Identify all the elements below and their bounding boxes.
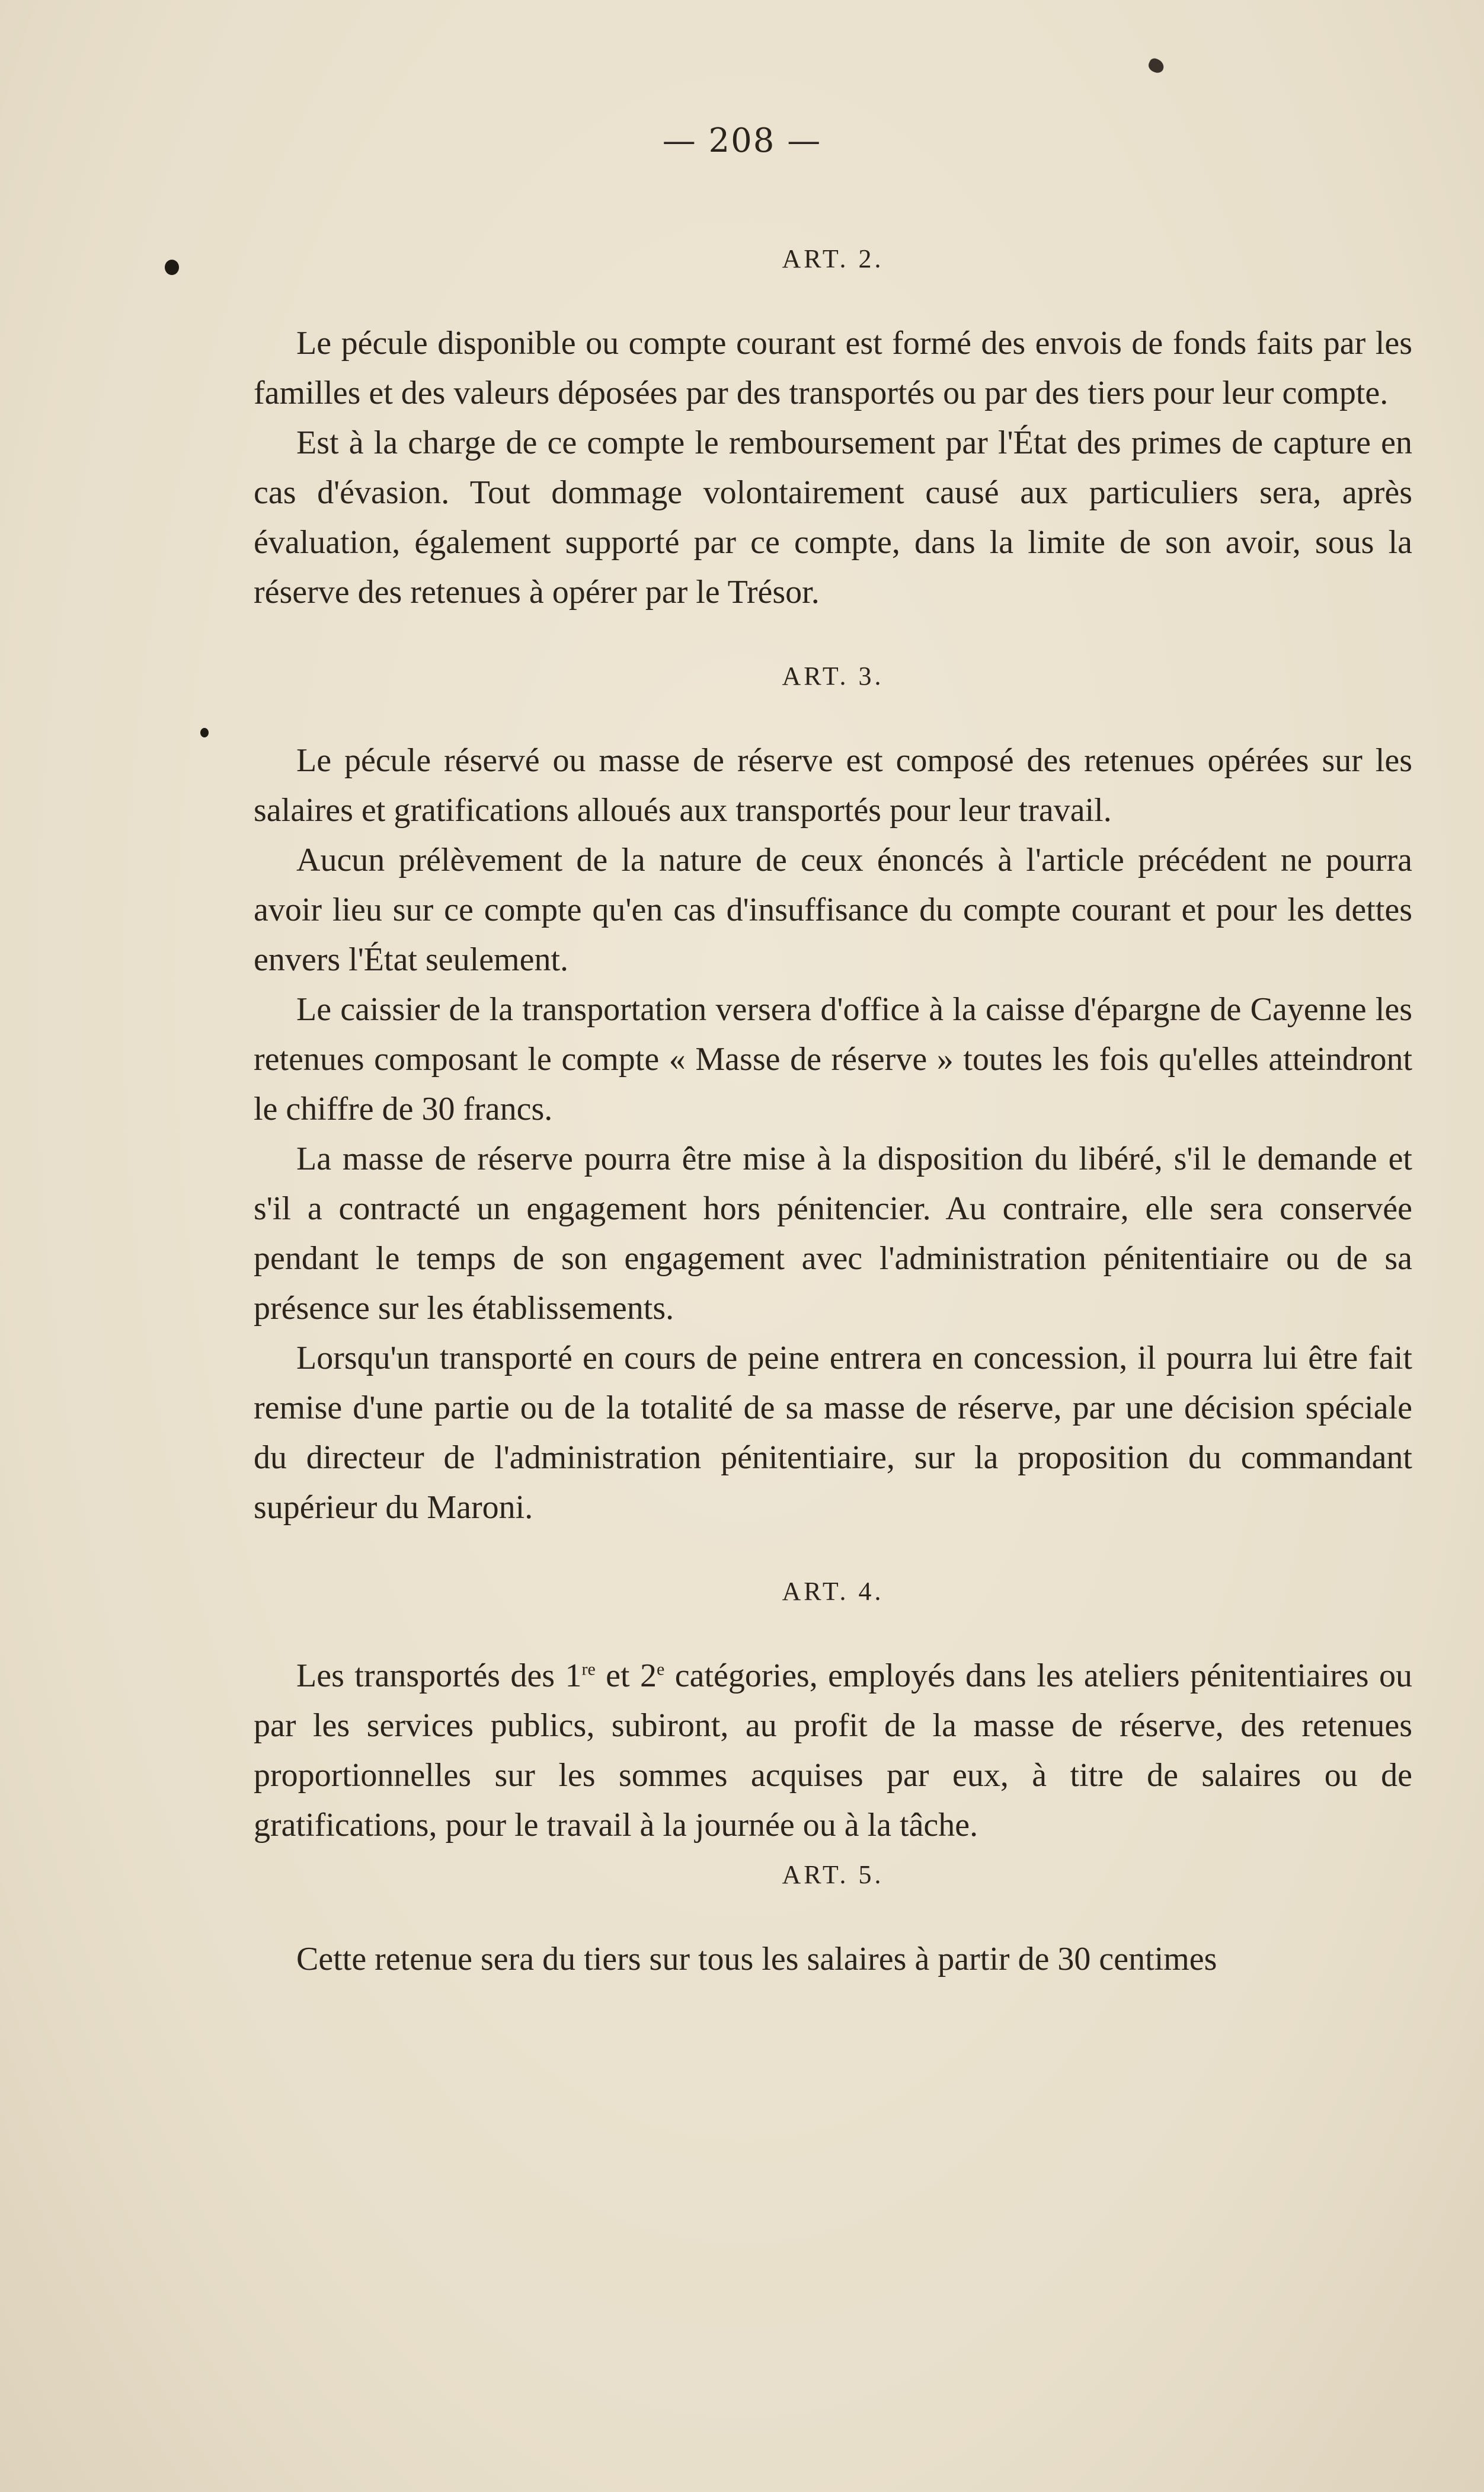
article-heading: ART. 3. (782, 662, 884, 691)
ink-speck (200, 728, 209, 737)
paragraph: Est à la charge de ce compte le remboursement par l'État des primes de capture en cas d'évasion. Tout dommage volontairement causé aux particuliers sera, après évaluation, également supporté par ce compte, dans la limite de son avoir, sous la réserve des retenues à opérer par le Trésor. (254, 424, 1412, 611)
paragraph: La masse de réserve pourra être mise à la disposition du libéré, s'il le demande et s'il a contracté un engagement hors pénitencier. Au contraire, elle sera conservée pendant le temps de son engagement avec l'administration pénitentiaire ou de sa présence sur les établissements. (254, 1140, 1412, 1327)
page-number: — 208 — (662, 122, 822, 160)
paragraph (254, 1651, 1412, 1850)
ordinal-suffix: e (657, 1659, 665, 1679)
text-run: Les transportés des 1 (296, 1657, 582, 1694)
paragraph: Lorsqu'un transporté en cours de peine entrera en concession, il pourra lui être fait remise d'une partie ou de la totalité de sa masse de réserve, par une décision spéciale du directeur de l'administration pénitentiaire, sur la proposition du commandant supérieur du Maroni. (254, 1340, 1412, 1526)
ink-mark (1147, 57, 1166, 75)
document-body (254, 234, 1412, 1984)
paragraph: Le pécule disponible ou compte courant est formé des envois de fonds faits par les familles et des valeurs déposées par des transportés ou par des tiers pour leur compte. (254, 325, 1412, 411)
paragraph: Le caissier de la transportation versera d'office à la caisse d'épargne de Cayenne les retenues composant le compte « Masse de réserve » toutes les fois qu'elles atteindront le chiffre de 30 francs. (254, 991, 1412, 1127)
text-run: catégories, employés dans les ateliers pénitentiaires ou par les services publics, subiront, au profit de la masse de réserve, des retenues proportionnelles sur les sommes acquises par eux, à titre de salaires ou de gratifications, pour le travail à la journée ou à la tâche. (254, 1657, 1412, 1844)
text-run: et 2 (595, 1657, 657, 1694)
article-heading: ART. 4. (782, 1577, 884, 1606)
ink-speck (165, 260, 179, 275)
article-heading: ART. 5. (782, 1860, 884, 1889)
ordinal-suffix: re (581, 1659, 596, 1679)
article-heading: ART. 2. (782, 244, 884, 273)
paragraph: Aucun prélèvement de la nature de ceux énoncés à l'article précédent ne pourra avoir lieu sur ce compte qu'en cas d'insuffisance du compte courant et pour les dettes envers l'État seulement. (254, 842, 1412, 978)
paragraph: Cette retenue sera du tiers sur tous les salaires à partir de 30 centimes (296, 1941, 1217, 1977)
paragraph: Le pécule réservé ou masse de réserve est composé des retenues opérées sur les salaires et gratifications alloués aux transportés pour leur travail. (254, 742, 1412, 829)
